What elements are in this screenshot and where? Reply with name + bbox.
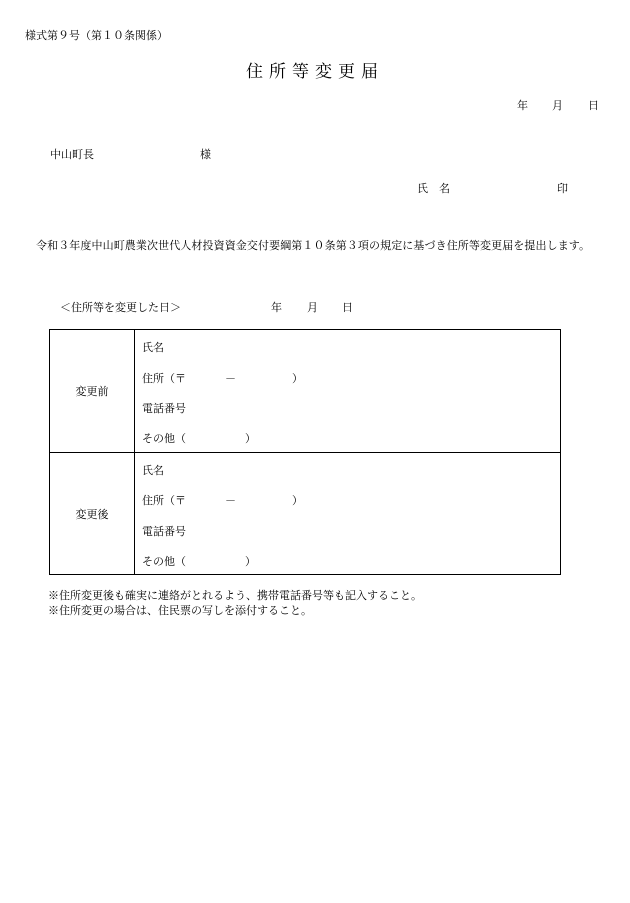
change-date-label: ＜住所等を変更した日＞	[60, 301, 181, 314]
other-field-before: その他（	[142, 432, 186, 445]
other-close-after: ）	[245, 555, 256, 568]
change-date-year: 年	[271, 301, 282, 314]
section-before	[50, 330, 560, 453]
change-date-month: 月	[307, 301, 318, 314]
other-field-after: その他（	[142, 555, 186, 568]
date-day-label: 日	[588, 99, 599, 112]
form-number: 様式第９号（第１０条関係）	[25, 29, 168, 42]
postal-dash-before: －	[225, 372, 236, 385]
postal-dash-after: －	[225, 494, 236, 507]
change-table	[49, 329, 561, 575]
section-label-before: 変更前	[50, 330, 135, 452]
note-contact: ※住所変更後も確実に連絡がとれるよう、携帯電話番号等も記入すること。	[48, 589, 422, 602]
applicant-name-label: 氏 名	[417, 182, 450, 195]
date-year-label: 年	[517, 99, 528, 112]
seal-label: 印	[557, 182, 568, 195]
name-field-after: 氏名	[142, 464, 164, 477]
body-text: 令和３年度中山町農業次世代人材投資資金交付要綱第１０条第３項の規定に基づき住所等変更届を提出します。	[36, 239, 591, 252]
section-label-after: 変更後	[50, 453, 135, 574]
address-field-after: 住所（〒	[142, 494, 186, 507]
address-close-after: ）	[292, 494, 303, 507]
addressee-honorific: 様	[200, 148, 211, 161]
addressee-name: 中山町長	[50, 148, 94, 161]
address-field-before: 住所（〒	[142, 372, 186, 385]
name-field-before: 氏名	[142, 341, 164, 354]
phone-field-before: 電話番号	[142, 402, 186, 415]
change-date-day: 日	[342, 301, 353, 314]
section-after	[50, 453, 560, 574]
date-month-label: 月	[552, 99, 563, 112]
address-close-before: ）	[292, 372, 303, 385]
page-title: 住所等変更届	[246, 62, 384, 82]
note-resident-card: ※住所変更の場合は、住民票の写しを添付すること。	[48, 604, 312, 617]
phone-field-after: 電話番号	[142, 525, 186, 538]
other-close-before: ）	[245, 432, 256, 445]
